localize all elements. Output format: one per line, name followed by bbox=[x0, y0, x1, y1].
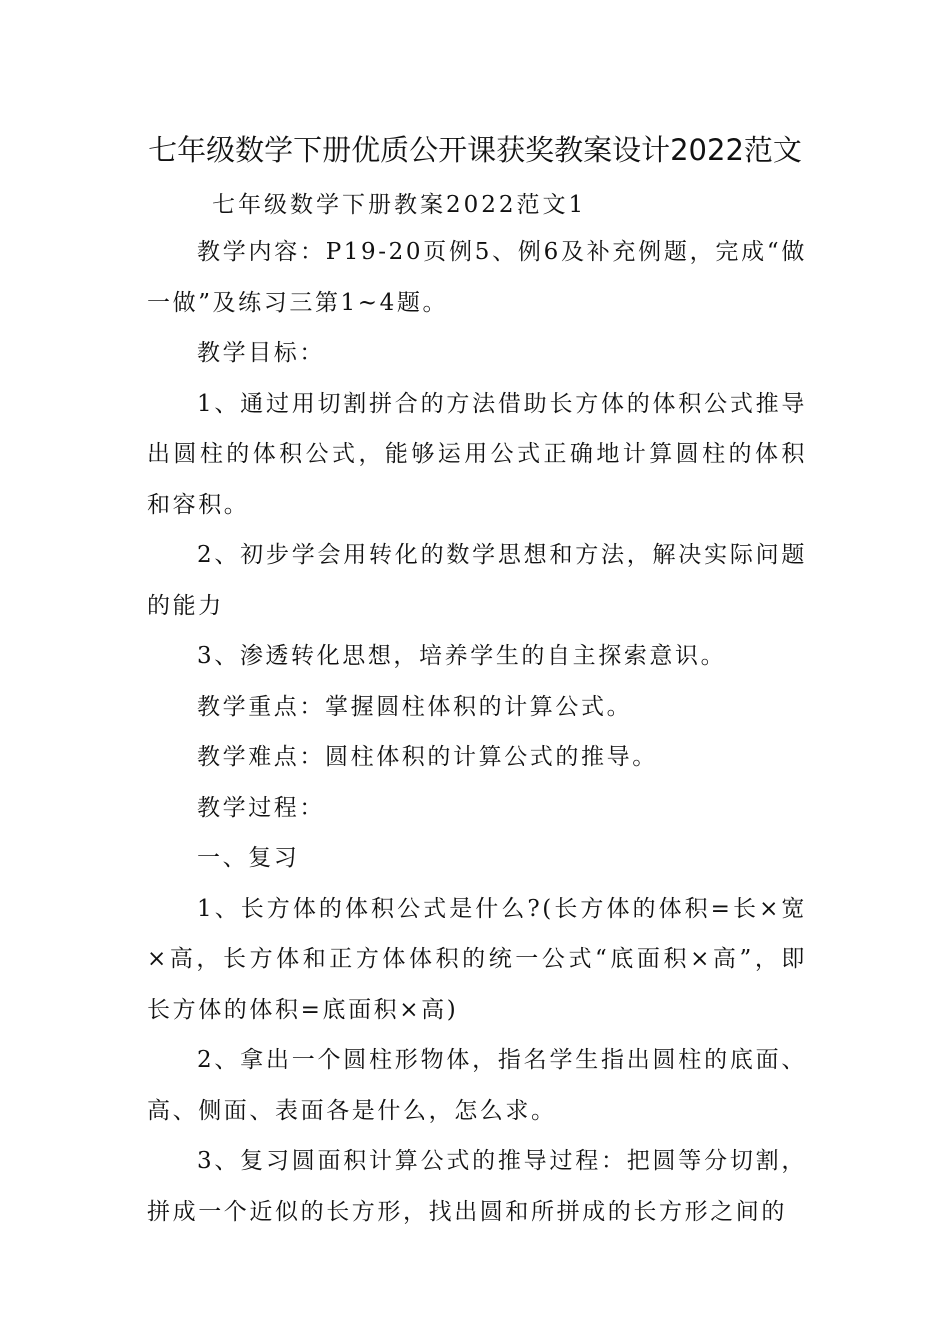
paragraph-goal-1: 1、通过用切割拼合的方法借助长方体的体积公式推导出圆柱的体积公式，能够运用公式正确地计算圆柱的体积和容积。 bbox=[147, 390, 807, 518]
paragraph-process-heading: 教学过程： bbox=[197, 794, 325, 821]
paragraph-key-point: 教学重点：掌握圆柱体积的计算公式。 bbox=[197, 693, 633, 720]
paragraph-review-3: 3、复习圆面积计算公式的推导过程：把圆等分切割，拼成一个近似的长方形，找出圆和所拼成的长方形之间的 bbox=[147, 1148, 807, 1225]
document-title: 七年级数学下册优质公开课获奖教案设计2022范文 bbox=[148, 133, 802, 167]
paragraph-difficulty: 教学难点：圆柱体积的计算公式的推导。 bbox=[197, 744, 658, 770]
paragraph-goal-2: 2、初步学会用转化的数学思想和方法，解决实际问题的能力 bbox=[147, 542, 807, 619]
paragraph-teaching-content: 教学内容：P19-20页例5、例6及补充例题，完成“做一做”及练习三第1~4题。 bbox=[147, 239, 807, 316]
paragraph-goal-3: 3、渗透转化思想，培养学生的自主探索意识。 bbox=[197, 643, 727, 669]
paragraph-review-1: 1、长方体的体积公式是什么?(长方体的体积=长×宽×高，长方体和正方体体积的统一公式“底面积×高”，即长方体的体积=底面积×高) bbox=[147, 895, 807, 1023]
document-subtitle: 七年级数学下册教案2022范文1 bbox=[212, 192, 587, 218]
paragraph-teaching-goals-heading: 教学目标： bbox=[197, 340, 325, 366]
paragraph-review-heading: 一、复习 bbox=[197, 845, 300, 871]
document-body bbox=[147, 227, 807, 1237]
paragraph-review-2: 2、拿出一个圆柱形物体，指名学生指出圆柱的底面、高、侧面、表面各是什么，怎么求。 bbox=[147, 1047, 807, 1124]
